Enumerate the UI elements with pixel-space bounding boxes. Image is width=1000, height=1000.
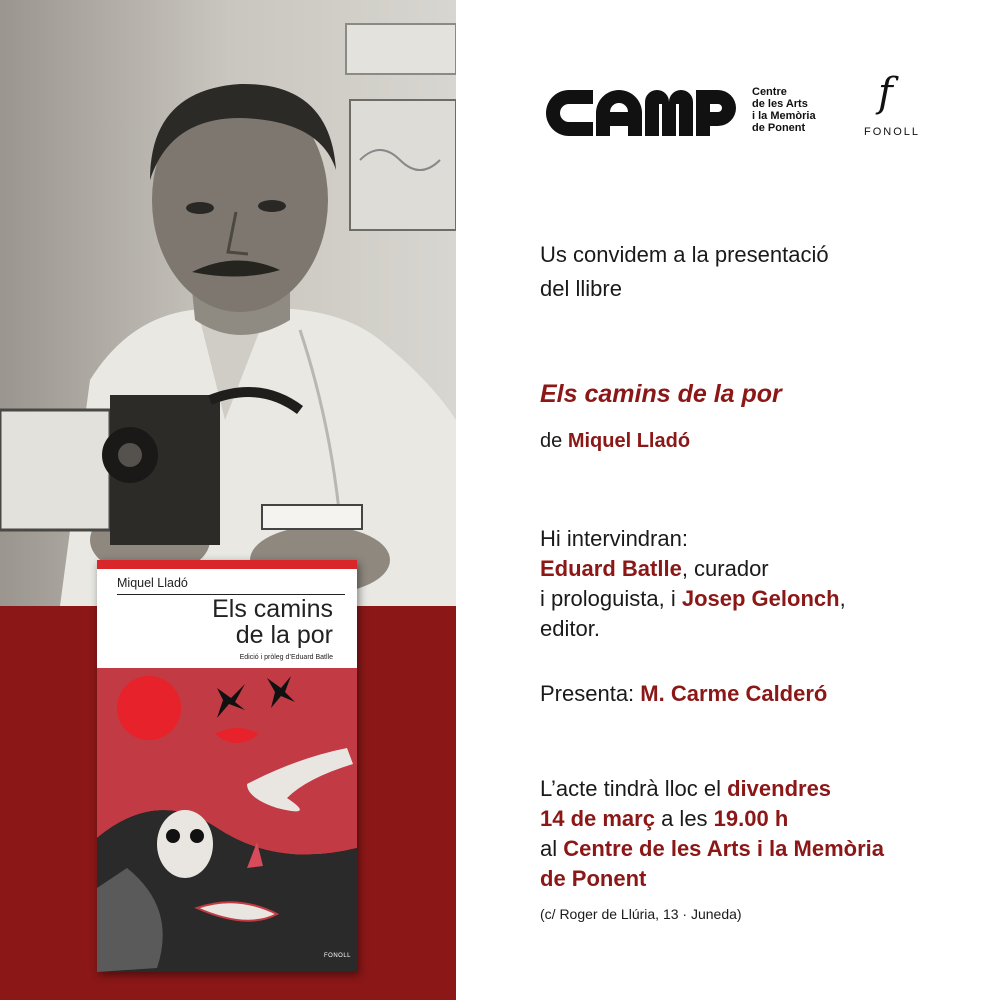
event-details bbox=[540, 774, 980, 894]
event-at: al bbox=[540, 836, 564, 861]
event-time: 19.00 h bbox=[713, 806, 789, 831]
speaker-line1 bbox=[540, 554, 980, 584]
cover-illustration bbox=[97, 668, 357, 972]
left-column bbox=[0, 0, 456, 1000]
event-line2 bbox=[540, 804, 980, 834]
speaker1-name: Eduard Batlle bbox=[540, 556, 682, 581]
event-address: (c/ Roger de Llúria, 13 · Juneda) bbox=[540, 906, 742, 922]
event-date: 14 de març bbox=[540, 806, 655, 831]
fonoll-logo-word: FONOLL bbox=[864, 126, 921, 138]
speaker2-role: editor. bbox=[540, 616, 600, 641]
speaker1-role-cont: i prologuista, i bbox=[540, 586, 682, 611]
camp-line: de Ponent bbox=[752, 122, 806, 134]
cover-title-line1: Els camins bbox=[212, 595, 333, 623]
event-pre: L’acte tindrà lloc el bbox=[540, 776, 728, 801]
event-day: divendres bbox=[727, 776, 832, 801]
author-photo bbox=[0, 0, 456, 606]
camp-name bbox=[752, 86, 862, 134]
camp-logo bbox=[546, 90, 742, 136]
speaker2-name: Josep Gelonch bbox=[681, 586, 840, 611]
event-mid: a les bbox=[654, 806, 714, 831]
invitation-line2: del llibre bbox=[540, 276, 622, 301]
presenter-line bbox=[540, 681, 827, 707]
book-title: Els camins de la por bbox=[540, 380, 782, 408]
cover-subtitle: Edició i pròleg d’Eduard Batlle bbox=[239, 654, 333, 661]
cover-publisher: FONOLL bbox=[324, 953, 352, 959]
event-line3 bbox=[540, 834, 980, 864]
invitation-line1: Us convidem a la presentació bbox=[540, 242, 829, 267]
speaker2-sep: , bbox=[839, 586, 846, 611]
event-line1 bbox=[540, 774, 980, 804]
cover-title-line2: de la por bbox=[235, 621, 333, 649]
speaker1-role: , curador bbox=[681, 556, 769, 581]
book-author: Miquel Lladó bbox=[567, 430, 691, 452]
presenter-label: Presenta: bbox=[540, 681, 635, 706]
speakers-intro: Hi intervindran: bbox=[540, 526, 688, 551]
event-venue-line2: de Ponent bbox=[540, 866, 647, 891]
cover-author: Miquel Lladó bbox=[117, 576, 188, 590]
presenter-name: M. Carme Calderó bbox=[640, 681, 828, 706]
camp-line: de les Arts bbox=[752, 98, 808, 110]
fonoll-logo-mark: f bbox=[878, 70, 893, 116]
speakers-block bbox=[540, 524, 980, 644]
event-venue-line1: Centre de les Arts i la Memòria bbox=[563, 836, 884, 861]
speaker-line2 bbox=[540, 584, 980, 614]
book-cover bbox=[97, 560, 357, 972]
camp-line: i la Memòria bbox=[752, 110, 816, 122]
cover-title bbox=[212, 596, 333, 648]
book-author-line bbox=[540, 430, 690, 453]
invitation-text bbox=[540, 238, 960, 306]
camp-line: Centre bbox=[752, 86, 787, 98]
by-prefix: de bbox=[540, 430, 563, 452]
cover-stripe bbox=[97, 560, 357, 569]
logos-header bbox=[546, 70, 936, 146]
